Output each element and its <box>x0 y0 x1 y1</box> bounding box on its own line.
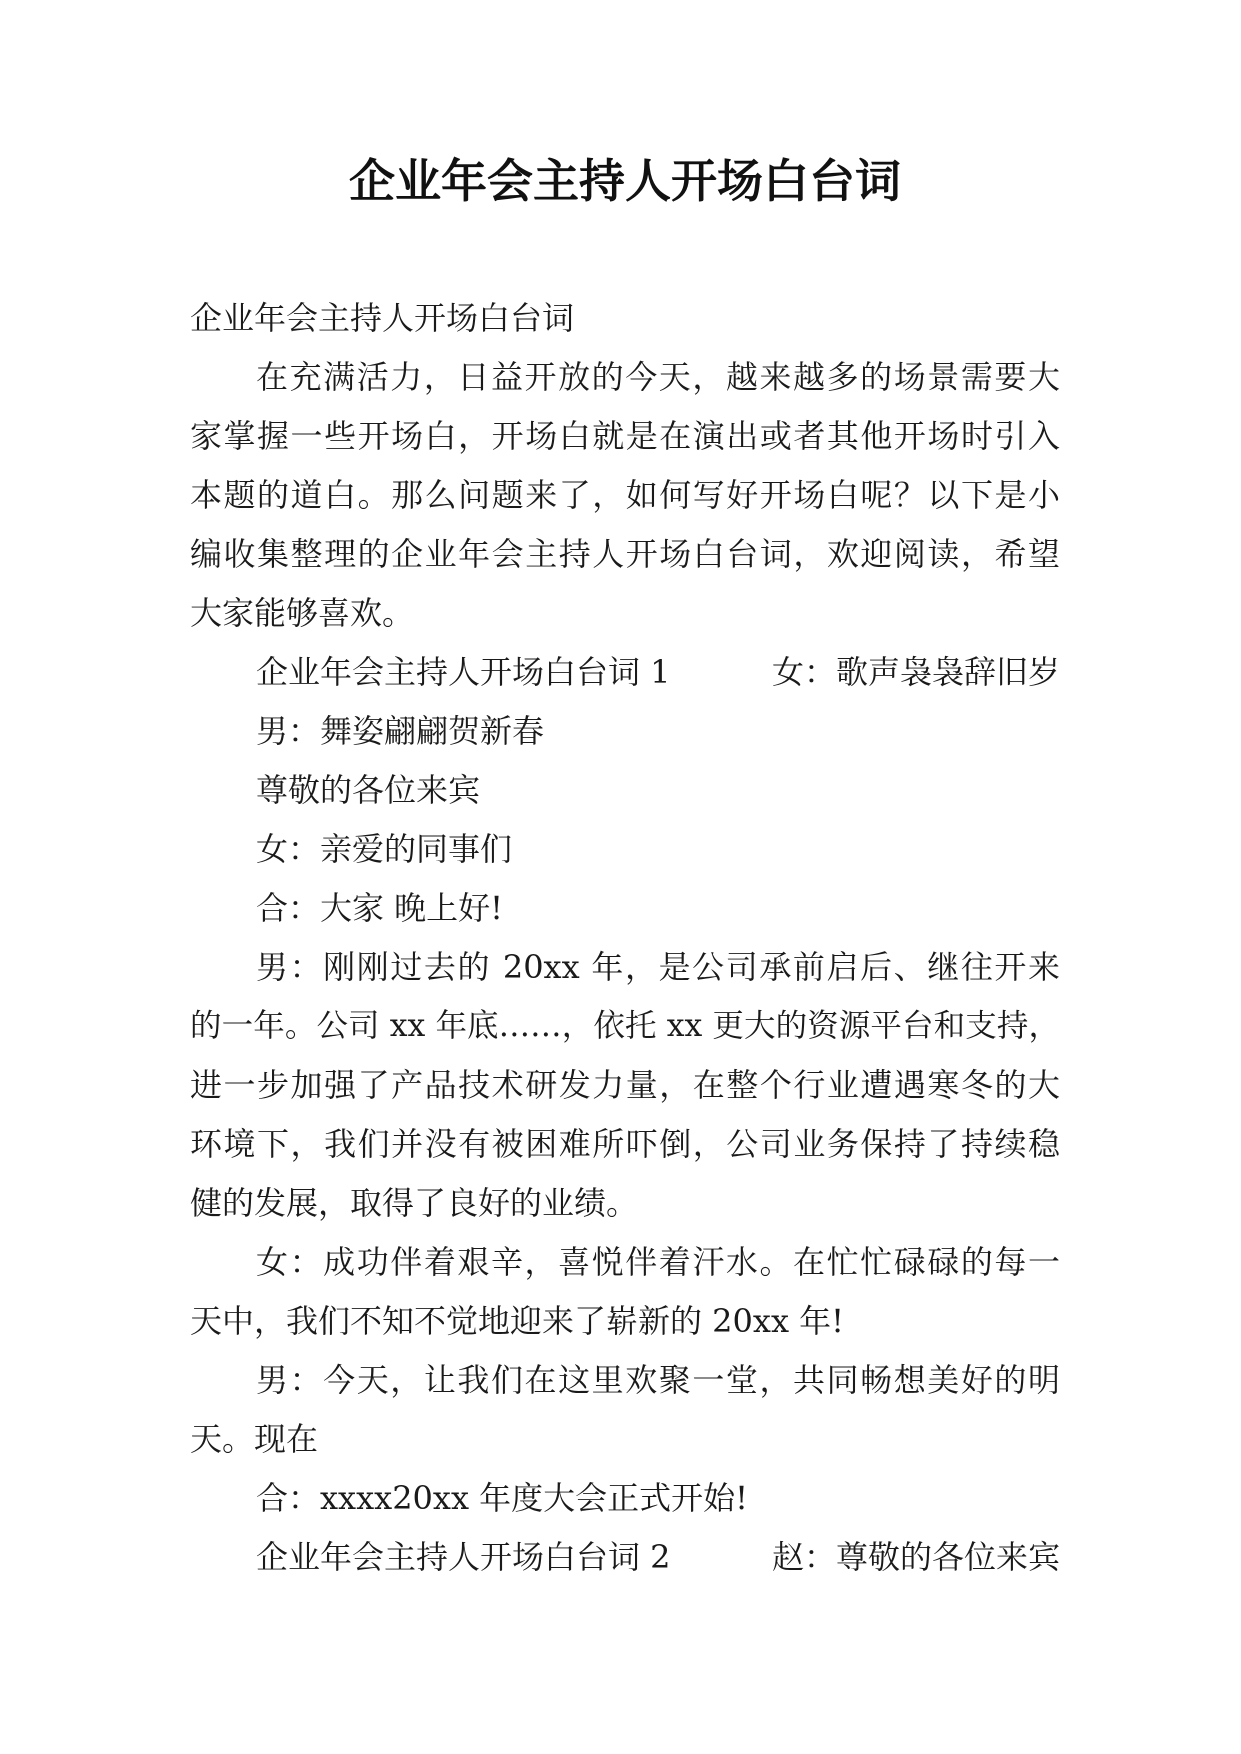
script-1-heading-row <box>190 643 1060 702</box>
paragraph-line: 家掌握一些开场白，开场白就是在演出或者其他开场时引入 <box>190 417 1060 455</box>
paragraph-line: 进一步加强了产品技术研发力量，在整个行业遭遇寒冬的大 <box>190 1066 1060 1104</box>
paragraph-line: 天中，我们不知不觉地迎来了崭新的 20xx 年! <box>190 1302 845 1340</box>
script-1-heading: 企业年会主持人开场白台词 1 <box>256 653 671 691</box>
dialogue-line: 合：xxxx20xx 年度大会正式开始! <box>256 1479 749 1517</box>
paragraph-line: 环境下，我们并没有被困难所吓倒，公司业务保持了持续稳 <box>190 1125 1060 1163</box>
paragraph-line: 女：成功伴着艰辛，喜悦伴着汗水。在忙忙碌碌的每一 <box>256 1243 1060 1281</box>
script-2-heading-row <box>190 1528 1060 1587</box>
document-title: 企业年会主持人开场白台词 <box>349 154 901 208</box>
intro-paragraph <box>190 348 1060 643</box>
paragraph-line: 的一年。公司 xx 年底……，依托 xx 更大的资源平台和支持， <box>190 1008 1060 1044</box>
dialogue-line: 赵：尊敬的各位来宾 <box>771 1538 1060 1576</box>
dialogue-line: 女：亲爱的同事们 <box>256 830 513 868</box>
script-2-heading: 企业年会主持人开场白台词 2 <box>256 1538 671 1576</box>
paragraph-line: 男：今天，让我们在这里欢聚一堂，共同畅想美好的明 <box>256 1361 1060 1399</box>
section-subtitle: 企业年会主持人开场白台词 <box>190 299 575 337</box>
dialogue-paragraph-male <box>190 938 1060 1233</box>
paragraph-line: 本题的道白。那么问题来了，如何写好开场白呢？以下是小 <box>190 476 1060 514</box>
paragraph-line: 健的发展，取得了良好的业绩。 <box>190 1184 639 1222</box>
paragraph-line: 编收集整理的企业年会主持人开场白台词，欢迎阅读，希望 <box>190 535 1060 573</box>
paragraph-line: 天。现在 <box>190 1420 319 1458</box>
dialogue-line: 尊敬的各位来宾 <box>256 771 481 809</box>
paragraph-line: 男：刚刚过去的 20xx 年，是公司承前启后、继往开来 <box>256 948 1060 986</box>
dialogue-paragraph-female <box>190 1233 1060 1351</box>
dialogue-line: 女：歌声袅袅辞旧岁 <box>771 653 1060 691</box>
dialogue-paragraph-male-2 <box>190 1351 1060 1469</box>
paragraph-line: 在充满活力，日益开放的今天，越来越多的场景需要大 <box>256 358 1060 396</box>
dialogue-line: 合：大家 晚上好! <box>256 889 504 927</box>
paragraph-line: 大家能够喜欢。 <box>190 594 415 632</box>
document-body <box>190 289 1060 1587</box>
dialogue-line: 男：舞姿翩翩贺新春 <box>256 712 545 750</box>
